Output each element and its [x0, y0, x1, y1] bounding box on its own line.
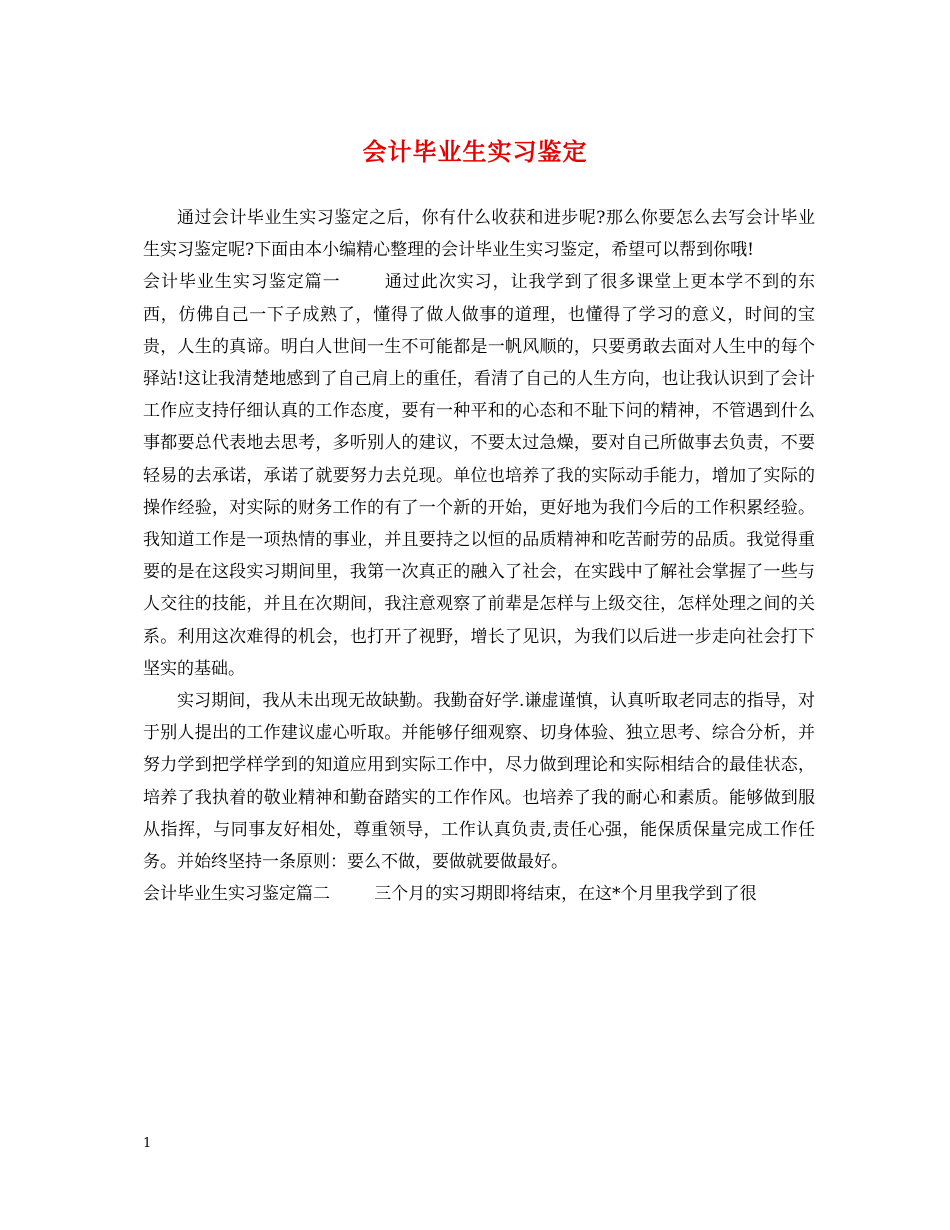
intro-paragraph: 通过会计毕业生实习鉴定之后，你有什么收获和进步呢?那么你要怎么去写会计毕业生实习鉴定呢?下面由本小编精心整理的会计毕业生实习鉴定，希望可以帮到你哦! — [143, 208, 815, 261]
section-2-paragraph — [143, 878, 815, 910]
section-2-heading: 会计毕业生实习鉴定篇二 — [143, 884, 330, 905]
document-body — [143, 202, 815, 910]
section-1-paragraph — [143, 266, 815, 685]
document-title: 会计毕业生实习鉴定 — [362, 137, 588, 166]
section-2-text: 三个月的实习期即将结束，在这*个月里我学到了很 — [374, 884, 757, 905]
page-number: 1 — [143, 1136, 152, 1151]
paragraph-2: 实习期间，我从未出现无故缺勤。我勤奋好学.谦虚谨慎，认真听取老同志的指导，对于别人提出的工作建议虚心听取。并能够仔细观察、切身体验、独立思考、综合分析，并努力学到把学样学到的知道应用到实际工作中，尽力做到理论和实际相结合的最佳状态，培养了我执着的敬业精神和勤奋踏实的工作作风。也培养了我的耐心和素质。能够做到服从指挥，与同事友好相处，尊重领导，工作认真负责,责任心强，能保质保量完成工作任务。并始终坚持一条原则：要么不做，要做就要做最好。 — [143, 691, 815, 873]
section-1-text: 通过此次实习，让我学到了很多课堂上更本学不到的东西，仿佛自己一下子成熟了，懂得了做人做事的道理，也懂得了学习的意义，时间的宝贵，人生的真谛。明白人世间一生不可能都是一帆风顺的，只要勇敢去面对人生中的每个驿站!这让我清楚地感到了自己肩上的重任，看清了自己的人生方向，也让我认识到了会计工作应支持仔细认真的工作态度，要有一种平和的心态和不耻下问的精神，不管遇到什么事都要总代表地去思考，多听别人的建议，不要太过急燥，要对自己所做事去负责，不要轻易的去承诺，承诺了就要努力去兑现。单位也培养了我的实际动手能力，增加了实际的操作经验，对实际的财务工作的有了一个新的开始，更好地为我们今后的工作积累经验。我知道工作是一项热情的事业，并且要持之以恒的品质精神和吃苦耐劳的品质。我觉得重要的是在这段实习期间里，我第一次真正的融入了社会，在实践中了解社会掌握了一些与人交往的技能，并且在次期间，我注意观察了前辈是怎样与上级交往，怎样处理之间的关系。利用这次难得的机会，也打开了视野，增长了见识，为我们以后进一步走向社会打下坚实的基础。 — [143, 272, 816, 679]
section-1-heading: 会计毕业生实习鉴定篇一 — [143, 272, 341, 293]
